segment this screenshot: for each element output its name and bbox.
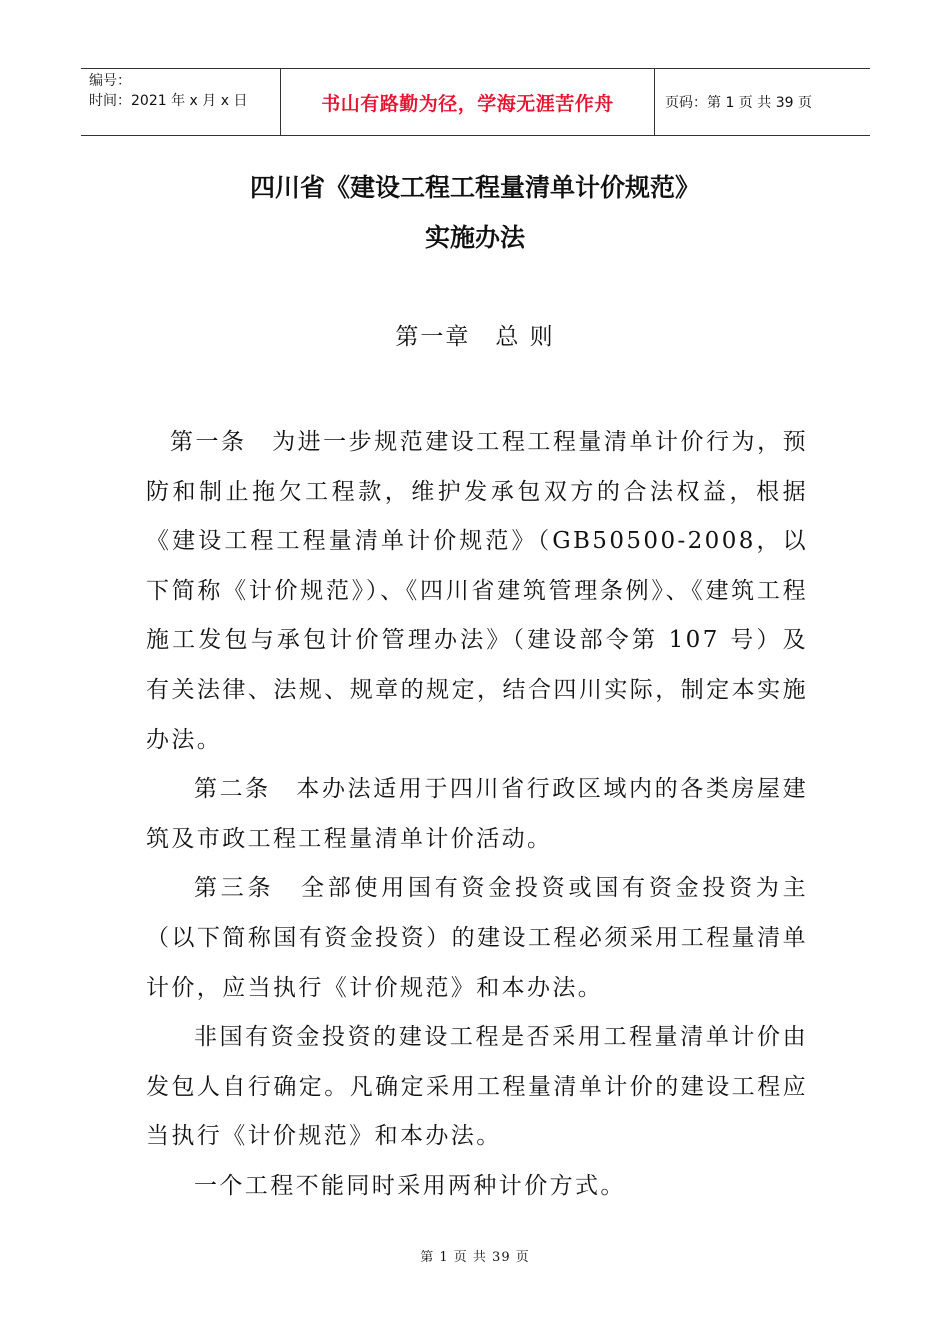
paragraph-article-1: 第一条 为进一步规范建设工程工程量清单计价行为，预防和制止拖欠工程款，维护发承包双方的合法权益，根据《建设工程工程量清单计价规范》（GB50500-2008，以下简称《计价规范》）、《四川省建筑管理条例》、《建筑工程施工发包与承包计价管理办法》（建设部令第 107 号）及有关法律、法规、规章的规定，结合四川实际，制定本实施办法。 [146, 429, 808, 753]
paragraph-article-3: 第三条 全部使用国有资金投资或国有资金投资为主（以下简称国有资金投资）的建设工程必须采用工程量清单计价，应当执行《计价规范》和本办法。 [146, 875, 808, 1001]
paragraph-article-3-sub: 非国有资金投资的建设工程是否采用工程量清单计价由发包人自行确定。凡确定采用工程量清单计价的建设工程应当执行《计价规范》和本办法。 [146, 1024, 808, 1150]
document-body [146, 418, 808, 1212]
document-header [81, 68, 870, 136]
paragraph-article-3-note: 一个工程不能同时采用两种计价方式。 [194, 1172, 626, 1199]
motto-text: 书山有路勤为径，学海无涯苦作舟 [321, 92, 614, 115]
document-title-line2: 实施办法 [424, 223, 525, 252]
header-page-cell [655, 69, 870, 135]
page-info: 页码：第 1 页 共 39 页 [665, 95, 812, 111]
header-meta [81, 69, 281, 135]
header-motto-cell [281, 69, 655, 135]
serial-label: 编号： [89, 73, 131, 89]
chapter-heading: 第一章 总 则 [395, 324, 555, 350]
paragraph-article-2: 第二条 本办法适用于四川省行政区域内的各类房屋建筑及市政工程工程量清单计价活动。 [146, 776, 808, 852]
date-label: 时间：2021 年 x 月 x 日 [89, 93, 248, 109]
document-title-line1: 四川省《建设工程工程量清单计价规范》 [249, 173, 700, 202]
page-footer: 第 1 页 共 39 页 [420, 1250, 530, 1265]
